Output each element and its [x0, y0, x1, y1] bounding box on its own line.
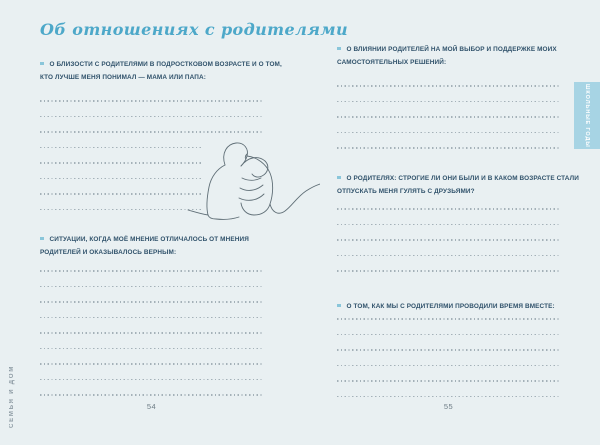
writing-line — [337, 396, 560, 398]
writing-line — [40, 348, 263, 350]
writing-line — [40, 379, 263, 381]
square-bullet-icon — [40, 237, 44, 241]
writing-line — [40, 131, 263, 133]
writing-line — [40, 270, 263, 272]
writing-line — [337, 147, 560, 149]
hug-illustration — [185, 140, 320, 225]
section-tab — [574, 82, 600, 149]
section-side-label: СЕМЬЯ И ДОМ — [9, 364, 15, 428]
writing-lines — [337, 318, 560, 397]
prompt-text-line: СИТУАЦИИ, КОГДА МОЁ МНЕНИЕ ОТЛИЧАЛОСЬ ОТ МНЕНИЯ — [40, 233, 268, 246]
prompt-text-line: САМОСТОЯТЕЛЬНЫХ РЕШЕНИЙ: — [337, 59, 447, 66]
section-prompt — [337, 43, 565, 69]
writing-line — [337, 255, 560, 257]
question-section — [40, 233, 268, 410]
writing-line — [337, 116, 560, 118]
writing-line — [337, 349, 560, 351]
writing-line — [337, 132, 560, 134]
writing-line — [337, 318, 560, 320]
writing-line — [337, 380, 560, 382]
square-bullet-icon — [337, 176, 341, 180]
writing-line — [337, 224, 560, 226]
prompt-text-line: О ВЛИЯНИИ РОДИТЕЛЕЙ НА МОЙ ВЫБОР И ПОДДЕРЖКЕ МОИХ — [337, 43, 565, 56]
writing-lines — [337, 85, 560, 149]
prompt-text-line: РОДИТЕЛЕЙ И ОКАЗЫВАЛОСЬ ВЕРНЫМ: — [40, 249, 177, 256]
page-number: 54 — [146, 402, 157, 411]
question-section — [337, 172, 579, 286]
writing-line — [40, 162, 202, 164]
section-prompt — [40, 58, 282, 84]
writing-line — [40, 363, 263, 365]
writing-line — [337, 101, 560, 103]
prompt-text-line: О ТОМ, КАК МЫ С РОДИТЕЛЯМИ ПРОВОДИЛИ ВРЕМЯ ВМЕСТЕ: — [337, 300, 565, 313]
writing-lines — [337, 208, 560, 272]
question-section — [337, 43, 565, 163]
right-page — [337, 0, 579, 445]
writing-line — [337, 208, 560, 210]
writing-line — [40, 209, 202, 211]
writing-line — [40, 286, 263, 288]
writing-line — [40, 116, 263, 118]
page-title: Об отношениях с родителями — [40, 20, 348, 39]
square-bullet-icon — [40, 62, 44, 66]
writing-line — [40, 178, 202, 180]
prompt-text-line: ОТПУСКАТЬ МЕНЯ ГУЛЯТЬ С ДРУЗЬЯМИ? — [337, 188, 475, 195]
writing-line — [40, 193, 202, 195]
writing-line — [40, 147, 202, 149]
section-prompt — [337, 172, 579, 198]
section-prompt — [337, 300, 565, 313]
question-section — [337, 300, 565, 411]
writing-line — [40, 394, 263, 396]
writing-lines — [40, 270, 263, 396]
section-prompt — [40, 233, 268, 259]
square-bullet-icon — [337, 47, 341, 51]
writing-line — [40, 317, 263, 319]
prompt-text-line: О РОДИТЕЛЯХ: СТРОГИЕ ЛИ ОНИ БЫЛИ И В КАКОМ ВОЗРАСТЕ СТАЛИ — [337, 172, 565, 185]
writing-line — [40, 100, 263, 102]
writing-line — [337, 334, 560, 336]
writing-line — [337, 85, 560, 87]
writing-line — [337, 365, 560, 367]
writing-line — [40, 332, 263, 334]
page-number: 55 — [443, 402, 454, 411]
prompt-text-line: О БЛИЗОСТИ С РОДИТЕЛЯМИ В ПОДРОСТКОВОМ ВОЗРАСТЕ И О ТОМ, — [40, 58, 268, 71]
square-bullet-icon — [337, 304, 341, 308]
tab-label: ШКОЛЬНЫЕ ГОДЫ — [584, 83, 590, 148]
writing-line — [337, 239, 560, 241]
prompt-text-line: КТО ЛУЧШЕ МЕНЯ ПОНИМАЛ — МАМА ИЛИ ПАПА: — [40, 74, 206, 81]
writing-line — [337, 270, 560, 272]
writing-line — [40, 301, 263, 303]
